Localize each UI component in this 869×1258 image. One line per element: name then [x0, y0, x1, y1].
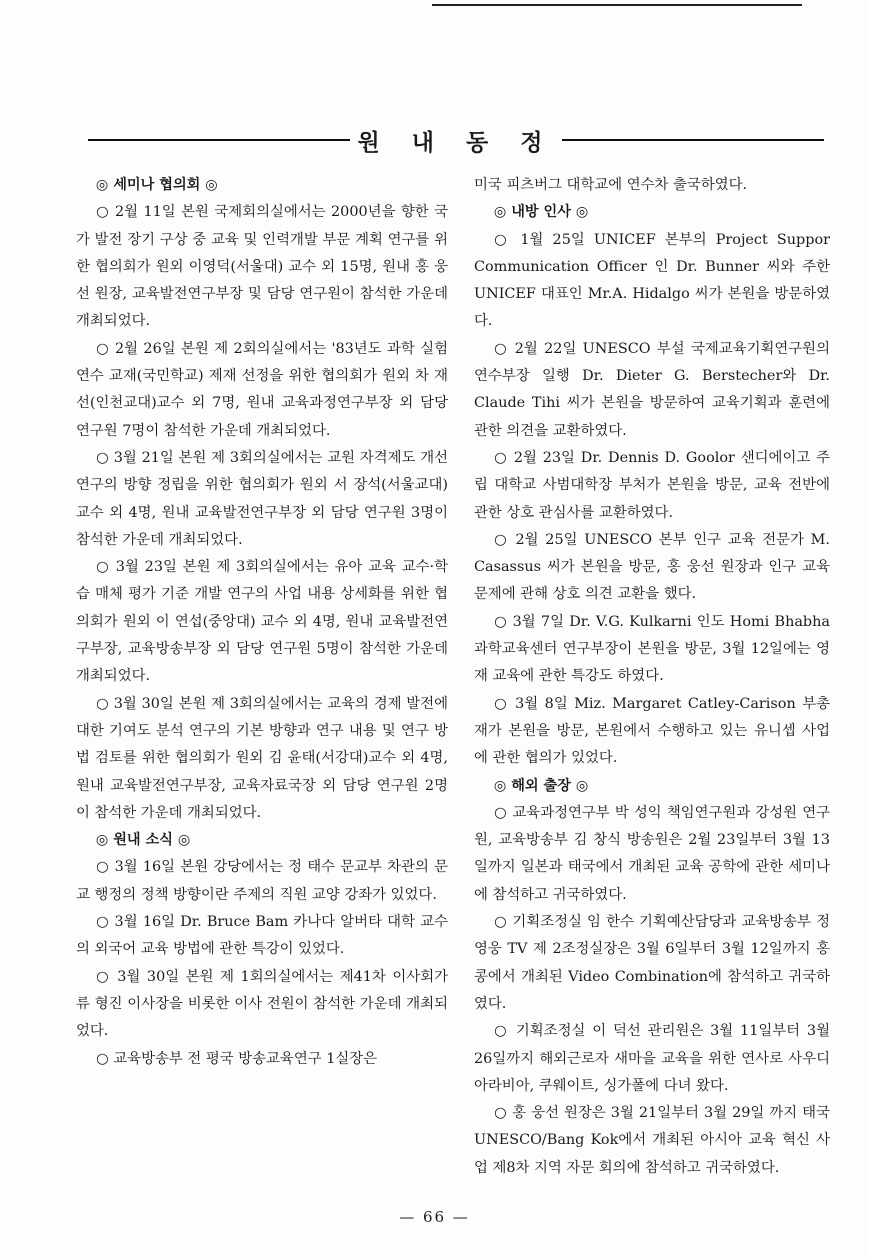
section-heading-seminar: ◎ 세미나 협의회 ◎: [95, 177, 218, 193]
page-number: — 66 —: [399, 1208, 470, 1226]
paragraph: ○ 3월 30일 본원 제 3회의실에서는 교육의 경제 발전에 대한 기여도 분석 연구의 기본 방향과 연구 내용 및 연구 방법 검토를 위한 협의회가 원외 김 윤태(서강대)교수 외 4명, 원내 교육발전연구부장, 교육자료국장 외 담당 연구원 2명이 참석한 가운데 개최되었다.: [76, 695, 448, 821]
paragraph: ○ 홍 웅선 원장은 3월 21일부터 3월 29일 까지 태국 UNESCO/Bang Kok에서 개최된 아시아 교육 혁신 사업 제8차 지역 자문 회의에 참석하고 귀국하였다.: [474, 1105, 830, 1176]
paragraph: ○ 2월 23일 Dr. Dennis D. Goolor 샌디에이고 주립 대학교 사범대학장 부처가 본원을 방문, 교육 전반에 관한 상호 관심사를 교환하였다.: [474, 449, 830, 521]
paragraph: ○ 2월 25일 UNESCO 본부 인구 교육 전문가 M. Casassus 씨가 본원을 방문, 홍 웅선 원장과 인구 교육 문제에 관해 상호 의견 교환을 했다.: [474, 531, 830, 603]
section-heading-visitors: ◎ 내방 인사 ◎: [493, 204, 589, 221]
section-heading-internal-news: ◎ 원내 소식 ◎: [95, 832, 191, 849]
section-heading-overseas-trips: ◎ 해외 출장 ◎: [493, 777, 589, 794]
page-header: [88, 122, 824, 158]
paragraph: ○ 3월 30일 본원 제 1회의실에서는 제41차 이사회가 류 형진 이사장을 비롯한 이사 전원이 참석한 가운데 개최되었다.: [76, 968, 448, 1040]
paragraph: ○ 2월 22일 UNESCO 부설 국제교육기획연구원의 연수부장 일행 Dr. Dieter G. Berstecher와 Dr. Claude Tihi 씨가 본원을 방문하여 교육기획과 훈련에 관한 의견을 교환하였다.: [474, 340, 830, 439]
left-column: [76, 172, 448, 1073]
page-title: 원 내 동 정: [357, 128, 555, 156]
paragraph: ○ 2월 26일 본원 제 2회의실에서는 '83년도 과학 실험 연수 교재(국민학교) 제재 선정을 위한 협의회가 원외 차 재선(인천교대)교수 외 7명, 원내 교육과정연구부장 외 담당 연구원 7명이 참석한 가운데 개최되었다.: [76, 340, 448, 439]
paragraph: ○ 3월 23일 본원 제 3회의실에서는 유아 교육 교수·학습 매체 평가 기준 개발 연구의 사업 내용 상세화를 위한 협의회가 원외 이 연섭(중앙대) 교수 외 4명, 원내 교육발전연구부장, 교육방송부장 외 담당 연구원 5명이 참석한 가운데 개최되었다.: [76, 559, 448, 685]
paragraph: ○ 기획조정실 임 한수 기획예산담당과 교육방송부 정 영웅 TV 제 2조정실장은 3월 6일부터 3월 12일까지 홍콩에서 개최된 Video Combination에 참석하고 귀국하였다.: [474, 914, 830, 1012]
paragraph: ○ 1월 25일 UNICEF 본부의 Project Suppor Communication Officer 인 Dr. Bunner 씨와 주한 UNICEF 대표인 Mr.A. Hidalgo 씨가 본원을 방문하였다.: [474, 231, 830, 330]
paragraph: ○ 3월 21일 본원 제 3회의실에서는 교원 자격제도 개선 연구의 방향 정립을 위한 협의회가 원외 서 장석(서울교대)교수 외 4명, 원내 교육발전연구부장 외 담당 연구원 3명이 참석한 가운데 개최되었다.: [76, 449, 448, 548]
paragraph: ○ 3월 16일 Dr. Bruce Bam 카나다 알버타 대학 교수의 외국어 교육 방법에 관한 특강이 있었다.: [76, 914, 448, 958]
paragraph: ○ 3월 7일 Dr. V.G. Kulkarni 인도 Homi Bhabha 과학교육센터 연구부장이 본원을 방문, 3월 12일에는 영재 교육에 관한 특강도 하였다.: [474, 613, 830, 685]
paragraph: ○ 3월 8일 Miz. Margaret Catley-Carison 부총재가 본원을 방문, 본원에서 수행하고 있는 유니셉 사업에 관한 협의가 있었다.: [474, 695, 830, 767]
right-column: [474, 172, 830, 1182]
header-rule-left: [88, 139, 350, 141]
header-rule-right: [562, 139, 824, 141]
paragraph-continued: 미국 피츠버그 대학교에 연수차 출국하였다.: [474, 177, 748, 193]
paragraph: ○ 교육과정연구부 박 성익 책임연구원과 강성원 연구원, 교육방송부 김 창식 방송원은 2월 23일부터 3월 13일까지 일본과 태국에서 개최된 교육 공학에 관한 세미나에 참석하고 귀국하였다.: [474, 804, 830, 903]
paragraph: ○ 3월 16일 본원 강당에서는 정 태수 문교부 차관의 문교 행정의 정책 방향이란 주제의 직원 교양 강좌가 있었다.: [76, 859, 448, 903]
paragraph: ○ 2월 11일 본원 국제회의실에서는 2000년을 향한 국가 발전 장기 구상 중 교육 및 인력개발 부문 계획 연구를 위한 협의회가 원외 이영덕(서울대) 교수 외 15명, 원내 홍 웅선 원장, 교육발전연구부장 및 담당 연구원이 참석한 가운데 개최되었다.: [76, 204, 448, 330]
top-rule: [432, 4, 802, 6]
paragraph: ○ 기획조정실 이 덕선 관리원은 3월 11일부터 3월 26일까지 해외근로자 새마을 교육을 위한 연사로 사우디아라비아, 쿠웨이트, 싱가폴에 다녀 왔다.: [474, 1023, 830, 1094]
paragraph: ○ 교육방송부 전 평국 방송교육연구 1실장은: [96, 1050, 378, 1067]
